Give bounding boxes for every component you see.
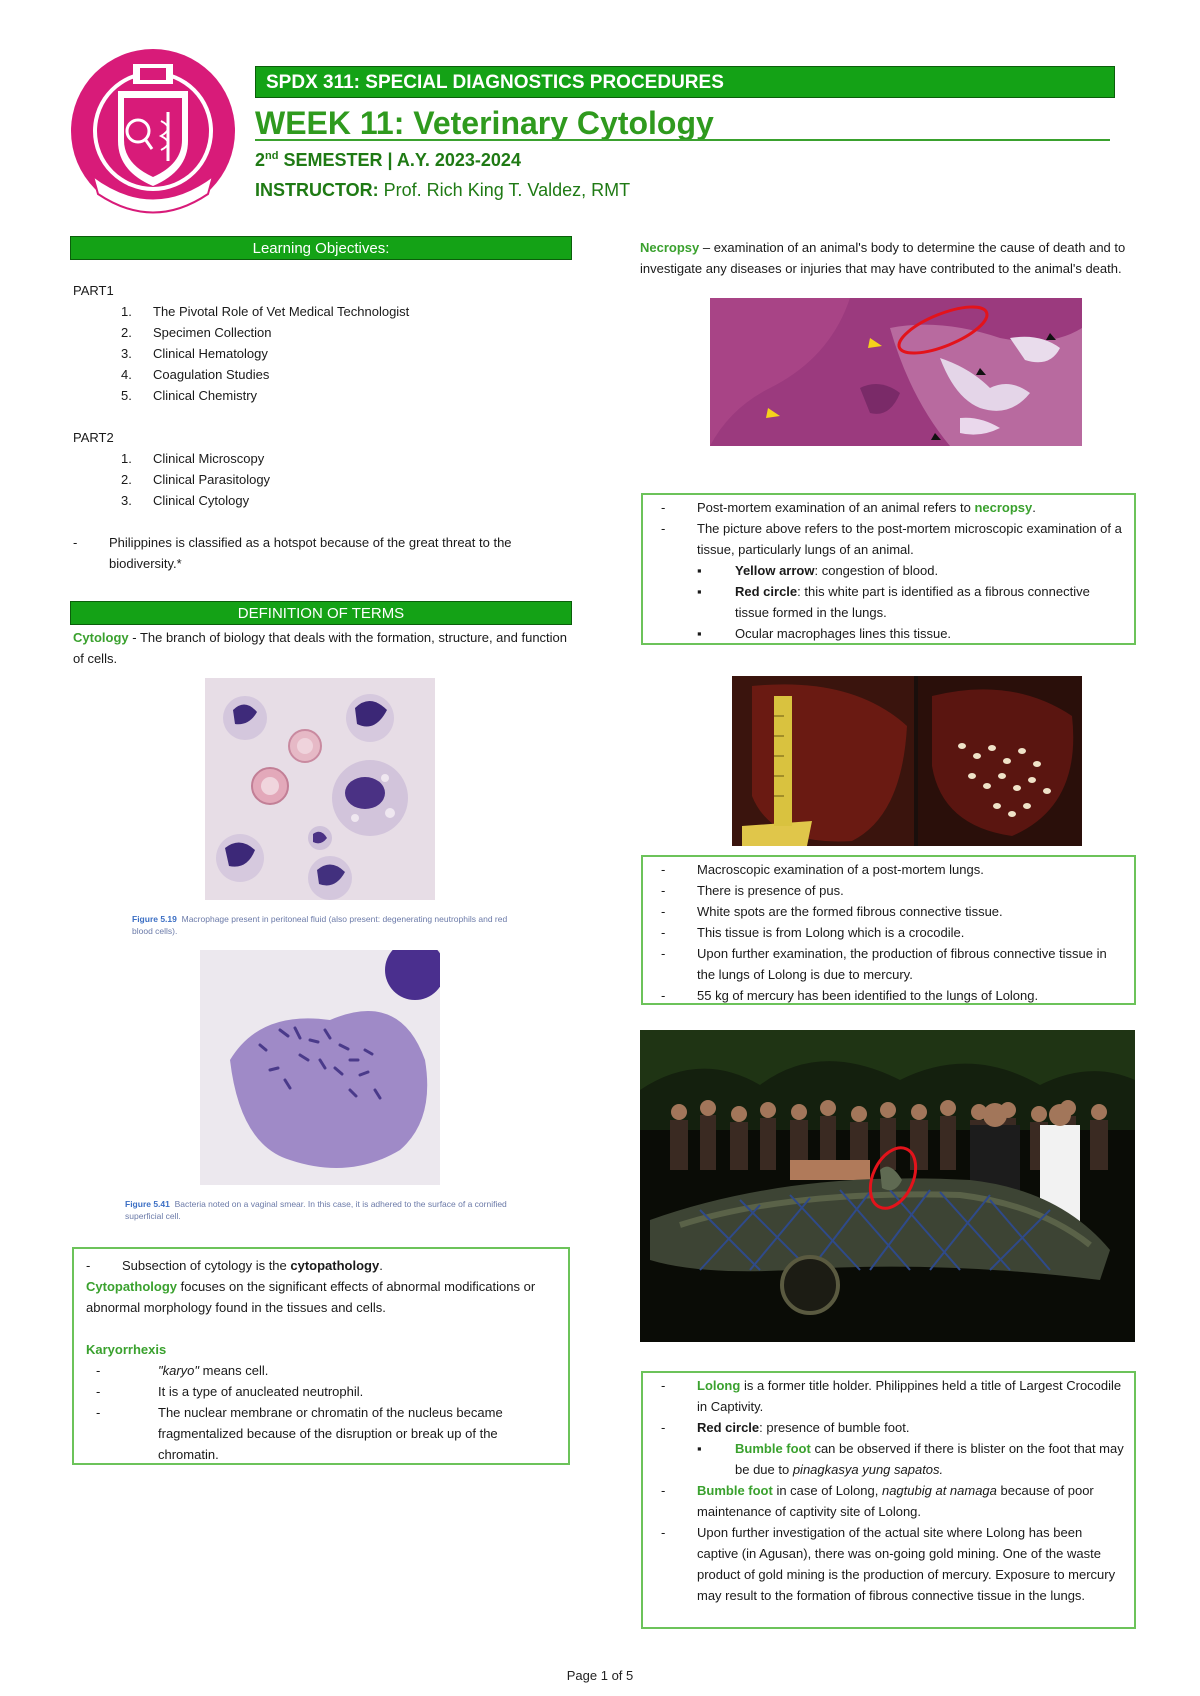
histology-notes-box xyxy=(641,493,1136,645)
bumble-foot-subnotes xyxy=(651,1438,1126,1480)
cytopathology-definition: Cytopathology focuses on the significant effects of abnormal modifications or abnormal morphology found in the tissues and cells. xyxy=(86,1279,536,1315)
learning-objectives xyxy=(73,280,573,574)
part1-label: PART1 xyxy=(73,283,114,298)
list-item: - Lolong is a former title holder. Philippines held a title of Largest Crocodile in Captivity. xyxy=(651,1375,1126,1417)
lolong-notes-list-continued xyxy=(651,1480,1126,1606)
histology-subnotes-list xyxy=(651,560,1126,644)
week-title: WEEK 11: Veterinary Cytology xyxy=(255,105,714,141)
list-item: 2. Clinical Parasitology xyxy=(121,472,271,487)
lolong-notes-list xyxy=(651,1375,1126,1438)
list-item: - The picture above refers to the post-mortem microscopic examination of a tissue, particularly lungs of an animal. xyxy=(651,518,1126,560)
gross-exam-notes-list xyxy=(651,859,1126,1006)
karyorrhexis-list xyxy=(86,1360,558,1465)
list-item: - Upon further examination, the production of fibrous connective tissue in the lungs of Lolong is due to mercury. xyxy=(651,943,1126,985)
course-title-bar: SPDX 311: SPECIAL DIAGNOSTICS PROCEDURES xyxy=(255,66,1115,98)
list-item: - White spots are the formed fibrous connective tissue. xyxy=(651,901,1126,922)
list-item: 3. Clinical Cytology xyxy=(121,493,250,508)
lolong-notes-box xyxy=(641,1371,1136,1629)
list-item: - Red circle: presence of bumble foot. xyxy=(651,1417,1126,1438)
instructor-line: INSTRUCTOR: Prof. Rich King T. Valdez, RMT xyxy=(255,180,631,200)
necropsy-definition: Necropsy – examination of an animal's body to determine the cause of death and to investigate any diseases or injuries that may have contributed to the animal's death. xyxy=(640,240,1126,276)
list-item: - Bumble foot in case of Lolong, nagtubig at namaga because of poor maintenance of captivity site of Lolong. xyxy=(651,1480,1126,1522)
figure-5-41-caption: Figure 5.41 Bacteria noted on a vaginal smear. In this case, it is adhered to the surface of a cornified superficial cell. xyxy=(125,1199,507,1221)
cytology-definition: Cytology - The branch of biology that deals with the formation, structure, and function of cells. xyxy=(73,630,568,666)
list-item: ▪ Ocular macrophages lines this tissue. xyxy=(651,623,1126,644)
cytopathology-box xyxy=(72,1247,570,1465)
list-item: 3. Clinical Hematology xyxy=(121,346,268,361)
definition-of-terms-bar: DEFINITION OF TERMS xyxy=(70,601,572,625)
gross-exam-notes-box xyxy=(641,855,1136,1005)
list-item: ▪ Yellow arrow: congestion of blood. xyxy=(651,560,1126,581)
list-item: - Post-mortem examination of an animal refers to necropsy. xyxy=(651,497,1126,518)
list-item: 4. Coagulation Studies xyxy=(121,367,270,382)
lung-histology-image xyxy=(710,298,1082,446)
part1-list xyxy=(73,301,573,406)
figure-5-19-caption: Figure 5.19 Macrophage present in peritoneal fluid (also present: degenerating neutrophils and red blood cells). xyxy=(132,914,508,936)
list-item: 2. Specimen Collection xyxy=(121,325,272,340)
list-item: - This tissue is from Lolong which is a crocodile. xyxy=(651,922,1126,943)
list-item: 5. Clinical Chemistry xyxy=(121,388,258,403)
semester-line: 2nd SEMESTER | A.Y. 2023-2024 xyxy=(255,150,521,170)
hotspot-note: - Philippines is classified as a hotspot because of the great threat to the biodiversity.* xyxy=(73,535,512,571)
lolong-crocodile-photo xyxy=(640,1030,1135,1342)
page-number: Page 1 of 5 xyxy=(566,1668,634,1683)
list-item: - Upon further investigation of the actual site where Lolong has been captive (in Agusan), there was on-going gold mining. One of the waste product of gold mining is the production of mercury. Exposure to mercury may result to the formation of fibrous connective tissue in the lungs. xyxy=(651,1522,1126,1606)
list-item: 1. The Pivotal Role of Vet Medical Technologist xyxy=(121,304,410,319)
list-item: ▪ Red circle: this white part is identified as a fibrous connective tissue formed in the lungs. xyxy=(651,581,1126,623)
post-mortem-lungs-photo xyxy=(732,676,1082,846)
cytopathology-intro: - Subsection of cytology is the cytopathology. xyxy=(86,1258,383,1273)
list-item: - Macroscopic examination of a post-mortem lungs. xyxy=(651,859,1126,880)
histology-notes-list xyxy=(651,497,1126,560)
list-item: - It is a type of anucleated neutrophil. xyxy=(86,1381,558,1402)
list-item: ▪ Bumble foot can be observed if there is blister on the foot that may be due to pinagkasya yung sapatos. xyxy=(651,1438,1126,1480)
list-item: - "karyo" means cell. xyxy=(86,1360,558,1381)
title-divider xyxy=(255,139,1110,141)
list-item: 1. Clinical Microscopy xyxy=(121,451,265,466)
list-item: - 55 kg of mercury has been identified to the lungs of Lolong. xyxy=(651,985,1126,1006)
list-item: - The nuclear membrane or chromatin of the nucleus became fragmentalized because of the disruption or break up of the chromatin. xyxy=(86,1402,558,1465)
learning-objectives-bar: Learning Objectives: xyxy=(70,236,572,260)
list-item: - There is presence of pus. xyxy=(651,880,1126,901)
part2-list xyxy=(73,448,573,511)
bacteria-smear-micrograph xyxy=(200,950,440,1185)
part2-label: PART2 xyxy=(73,430,114,445)
macrophage-micrograph xyxy=(205,678,435,900)
karyorrhexis-title: Karyorrhexis xyxy=(86,1342,167,1357)
university-logo xyxy=(68,46,238,216)
